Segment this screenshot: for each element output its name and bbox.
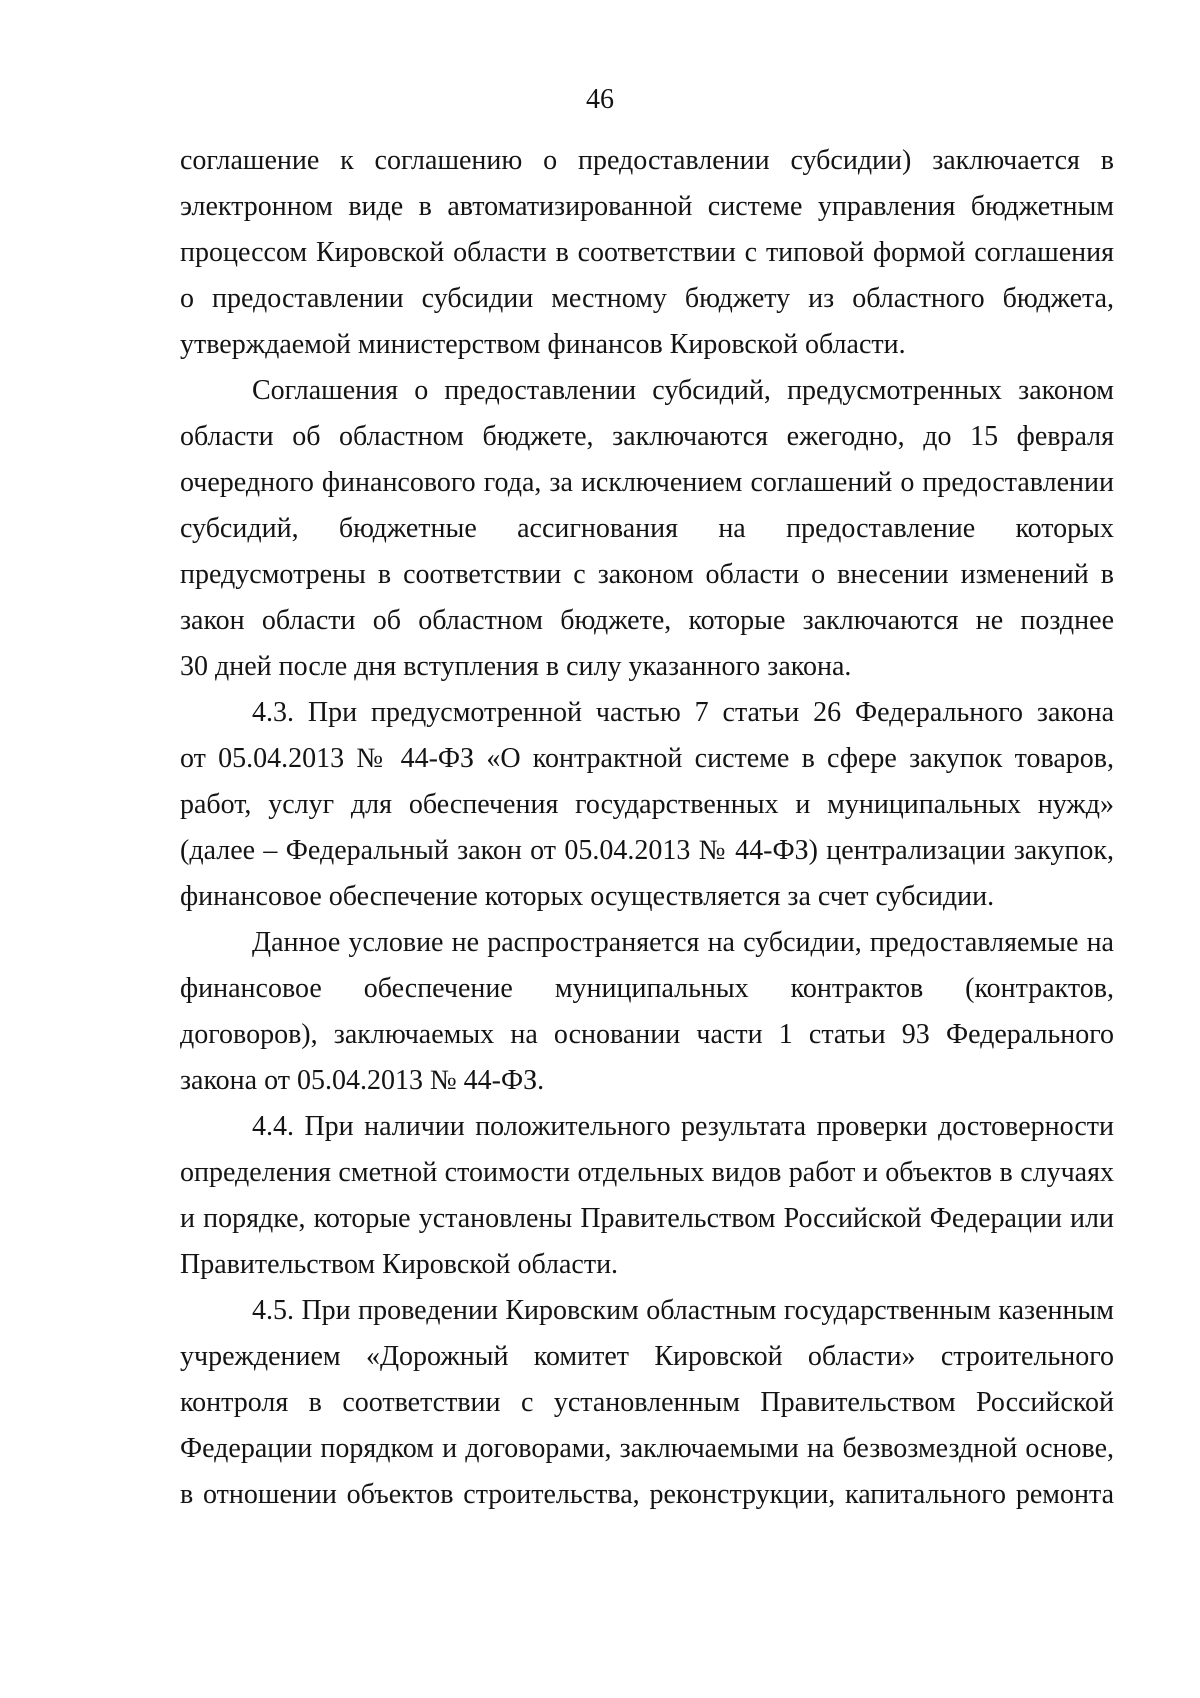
text-line: процессом Кировской области в соответствии с типовой формой соглашения [180, 237, 1114, 268]
text-line: очередного финансового года, за исключением соглашений о предоставлении [180, 467, 1114, 498]
text-line: в отношении объектов строительства, реконструкции, капитального ремонта [180, 1479, 1114, 1510]
text-line: от 05.04.2013 № 44-ФЗ «О контрактной системе в сфере закупок товаров, [180, 743, 1114, 774]
text-line: контроля в соответствии с установленным Правительством Российской [180, 1387, 1114, 1418]
text-line: Данное условие не распространяется на субсидии, предоставляемые на [252, 927, 1114, 958]
text-line: и порядке, которые установлены Правительством Российской Федерации или [180, 1203, 1114, 1234]
text-line: 30 дней после дня вступления в силу указанного закона. [180, 651, 852, 682]
text-line: утверждаемой министерством финансов Кировской области. [180, 329, 906, 360]
text-line: о предоставлении субсидии местному бюджету из областного бюджета, [180, 283, 1114, 314]
text-line: (далее – Федеральный закон от 05.04.2013 № 44-ФЗ) централизации закупок, [180, 835, 1114, 866]
text-line: субсидий, бюджетные ассигнования на предоставление которых [180, 513, 1114, 544]
text-line: Федерации порядком и договорами, заключаемыми на безвозмездной основе, [180, 1433, 1114, 1464]
text-line: учреждением «Дорожный комитет Кировской области» строительного [180, 1341, 1114, 1372]
text-line: предусмотрены в соответствии с законом области о внесении изменений в [180, 559, 1114, 590]
text-line: 4.4. При наличии положительного результата проверки достоверности [252, 1111, 1114, 1142]
text-line: области об областном бюджете, заключаются ежегодно, до 15 февраля [180, 421, 1114, 452]
text-line: договоров), заключаемых на основании части 1 статьи 93 Федерального [180, 1019, 1114, 1050]
text-line: электронном виде в автоматизированной системе управления бюджетным [180, 191, 1114, 222]
text-line: закон области об областном бюджете, которые заключаются не позднее [180, 605, 1114, 636]
text-line: 4.5. При проведении Кировским областным государственным казенным [252, 1295, 1114, 1326]
text-line: финансовое обеспечение которых осуществляется за счет субсидии. [180, 881, 995, 912]
text-line: 4.3. При предусмотренной частью 7 статьи 26 Федерального закона [252, 697, 1114, 728]
text-line: работ, услуг для обеспечения государственных и муниципальных нужд» [180, 789, 1114, 820]
text-line: определения сметной стоимости отдельных видов работ и объектов в случаях [180, 1157, 1114, 1188]
text-line: закона от 05.04.2013 № 44-ФЗ. [180, 1065, 545, 1096]
text-line: соглашение к соглашению о предоставлении субсидии) заключается в [180, 145, 1114, 176]
page-number: 46 [586, 84, 614, 115]
text-line: финансовое обеспечение муниципальных контрактов (контрактов, [180, 973, 1114, 1004]
text-line: Соглашения о предоставлении субсидий, предусмотренных законом [252, 375, 1114, 406]
text-line: Правительством Кировской области. [180, 1249, 619, 1280]
